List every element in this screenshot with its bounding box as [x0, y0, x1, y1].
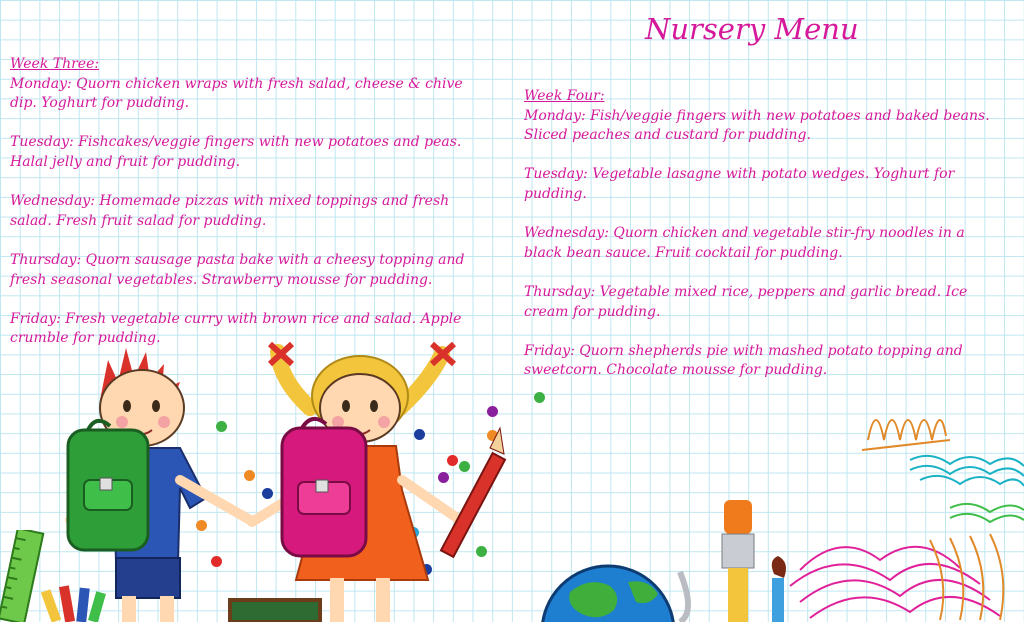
crayon-scribbles [780, 390, 1024, 622]
confetti-dot [534, 392, 545, 403]
pencil-icon [441, 428, 505, 557]
week-four-tuesday: Tuesday: Vegetable lasagne with potato wedges. Yoghurt for pudding. [524, 166, 955, 202]
week-four-heading: Week Four: [524, 88, 605, 104]
children-with-backpacks [30, 330, 510, 622]
girl-figure [252, 344, 505, 622]
crayons-icon [40, 580, 110, 622]
globe-icon [530, 552, 700, 622]
week-four-wednesday: Wednesday: Quorn chicken and vegetable stir-fry noodles in a black bean sauce. Fruit cocktail for pudding. [524, 225, 965, 261]
week-three-heading: Week Three: [10, 56, 100, 72]
week-four-thursday: Thursday: Vegetable mixed rice, peppers and garlic bread. Ice cream for pudding. [524, 283, 968, 320]
week-three-monday: Monday: Quorn chicken wraps with fresh salad, cheese & chive dip. Yoghurt for pudding. [10, 75, 463, 112]
week-four-section [524, 87, 994, 381]
week-three-tuesday: Tuesday: Fishcakes/veggie fingers with new potatoes and peas. Halal jelly and fruit for pudding. [10, 134, 462, 170]
week-four-monday: Monday: Fish/veggie fingers with new potatoes and baked beans. Sliced peaches and custard for pudding. [524, 107, 990, 144]
week-three-friday: Friday: Fresh vegetable curry with brown rice and salad. Apple crumble for pudding. [10, 310, 462, 347]
page-title: Nursery Menu [645, 12, 859, 46]
week-three-thursday: Thursday: Quorn sausage pasta bake with a cheesy topping and fresh seasonal vegetables. Strawberry mousse for pudding. [10, 251, 465, 288]
week-four-friday: Friday: Quorn shepherds pie with mashed potato topping and sweetcorn. Chocolate mousse for pudding. [524, 342, 963, 379]
week-three-wednesday: Wednesday: Homemade pizzas with mixed toppings and fresh salad. Fresh fruit salad for pudding. [10, 193, 450, 229]
week-three-section [10, 55, 490, 349]
